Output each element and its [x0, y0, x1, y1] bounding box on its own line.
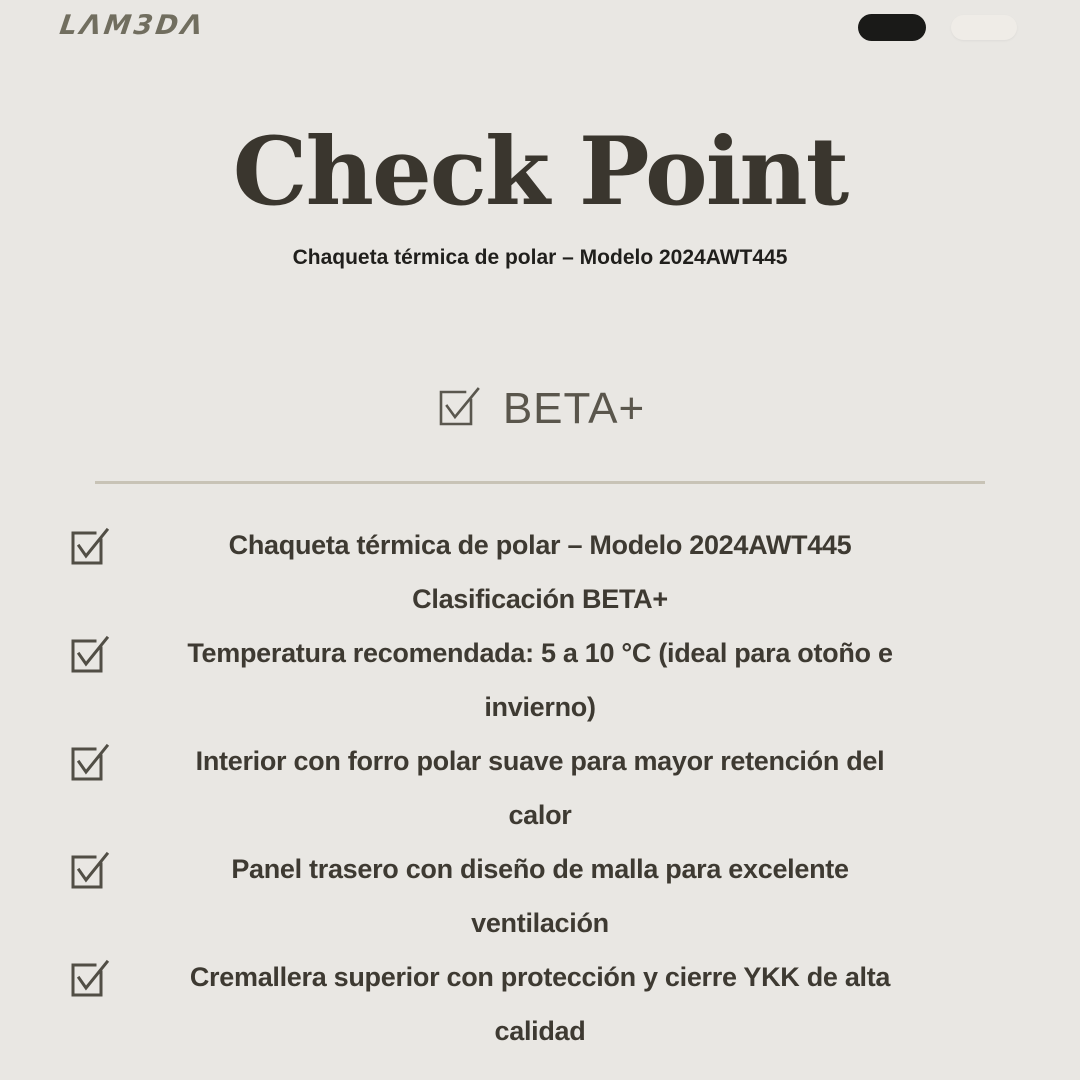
- checklist-item: [60, 842, 1020, 950]
- checklist-item: [60, 950, 1020, 1058]
- checklist-item-text: ventilación: [471, 908, 609, 938]
- page-title: Check Point: [232, 117, 848, 227]
- beta-badge: [0, 382, 1080, 435]
- checklist-item-text: calidad: [494, 1016, 586, 1046]
- header-toggle-pills: [858, 14, 1017, 41]
- checklist-item-text: Chaqueta térmica de polar – Modelo 2024AWT445: [228, 530, 852, 560]
- feature-checklist: [60, 518, 1020, 1058]
- checklist-item-text: Temperatura recomendada: 5 a 10 °C (ideal para otoño e: [187, 638, 893, 668]
- checklist-item-text: Clasificación BETA+: [412, 584, 668, 614]
- badge-label: BETA+: [502, 383, 646, 433]
- checklist-item-text: calor: [508, 800, 572, 830]
- checkbox-checked-icon[interactable]: [68, 956, 110, 1005]
- checklist-item: [60, 734, 1020, 842]
- section-divider: [95, 481, 985, 484]
- checklist-item-text: Interior con forro polar suave para mayor retención del: [195, 746, 885, 776]
- checklist-item-text: Cremallera superior con protección y cierre YKK de alta: [189, 962, 891, 992]
- checkbox-checked-icon[interactable]: [435, 382, 481, 435]
- checklist-item-text: invierno): [484, 692, 596, 722]
- checklist-item-text: Panel trasero con diseño de malla para excelente: [231, 854, 849, 884]
- toggle-pill-light[interactable]: [951, 15, 1017, 40]
- checklist-item: [60, 518, 1020, 626]
- page-subtitle: Chaqueta térmica de polar – Modelo 2024AWT445: [292, 246, 788, 269]
- checkbox-checked-icon[interactable]: [68, 632, 110, 681]
- toggle-pill-dark[interactable]: [858, 14, 926, 41]
- checkbox-checked-icon[interactable]: [68, 848, 110, 897]
- checklist-item: [60, 626, 1020, 734]
- checkbox-checked-icon[interactable]: [68, 740, 110, 789]
- checkbox-checked-icon[interactable]: [68, 524, 110, 573]
- brand-logo: LΛM3DΛ: [57, 10, 208, 41]
